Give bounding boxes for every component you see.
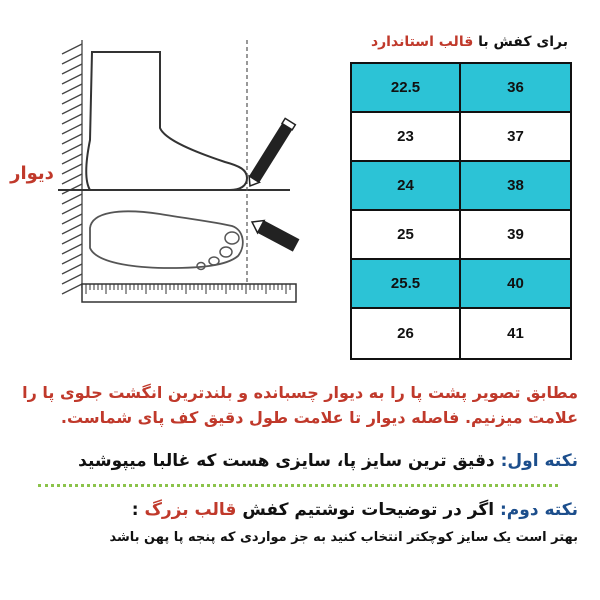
size-cell-eu: 38 <box>461 162 570 211</box>
note-1 <box>18 451 578 471</box>
instruction-line-1: مطابق تصویر پشت پا را به دیوار چسبانده و بلندترین انگشت جلوی پا را <box>22 383 578 402</box>
size-cell-cm: 23 <box>352 113 461 162</box>
size-cell-cm: 25 <box>352 211 461 260</box>
size-cell-eu: 41 <box>507 325 524 342</box>
wall-hatch <box>62 40 82 294</box>
size-table-title <box>330 34 568 50</box>
size-cell-cm: 22.5 <box>352 64 461 113</box>
size-cell-eu: 40 <box>461 260 570 309</box>
pencil-lower-icon <box>249 216 300 252</box>
ruler-icon <box>82 284 296 302</box>
note-2-text: اگر در توضیحات نوشتیم کفش <box>242 500 495 520</box>
size-cell-cm: 26 <box>352 309 461 358</box>
foot-side-icon <box>86 52 247 190</box>
size-table <box>350 62 572 360</box>
size-cell-cm: 25.5 <box>352 260 461 309</box>
wall-label: دیوار <box>10 163 54 184</box>
note-2 <box>18 500 578 520</box>
foot-measurement-illustration <box>0 0 340 320</box>
note-2-detail: بهتر است یک سایز کوچکتر انتخاب کنید به جز مواردی که پنجه پا پهن باشد <box>109 530 578 545</box>
note-1-label: نکته اول: <box>500 451 578 471</box>
size-table-title-accent: قالب استاندارد <box>370 34 474 50</box>
note-1-text: دقیق ترین سایز پا، سایزی هست که غالبا میپوشید <box>78 451 495 471</box>
note-2-accent: قالب بزرگ <box>144 500 237 520</box>
note-2-suffix: : <box>131 500 139 520</box>
size-cell-eu: 39 <box>461 211 570 260</box>
instruction-line-2: علامت میزنیم. فاصله دیوار تا علامت طول دقیق کف پای شماست. <box>60 408 578 427</box>
size-cell-eu: 36 <box>461 64 570 113</box>
footprint-icon <box>90 211 243 268</box>
measurement-instructions <box>18 380 578 430</box>
note-2-label: نکته دوم: <box>500 500 578 520</box>
pencil-upper-icon <box>245 118 295 189</box>
size-table-title-prefix: برای کفش با <box>478 34 568 50</box>
size-cell-cm: 24 <box>352 162 461 211</box>
dotted-divider <box>38 484 558 487</box>
size-cell-eu: 37 <box>461 113 570 162</box>
